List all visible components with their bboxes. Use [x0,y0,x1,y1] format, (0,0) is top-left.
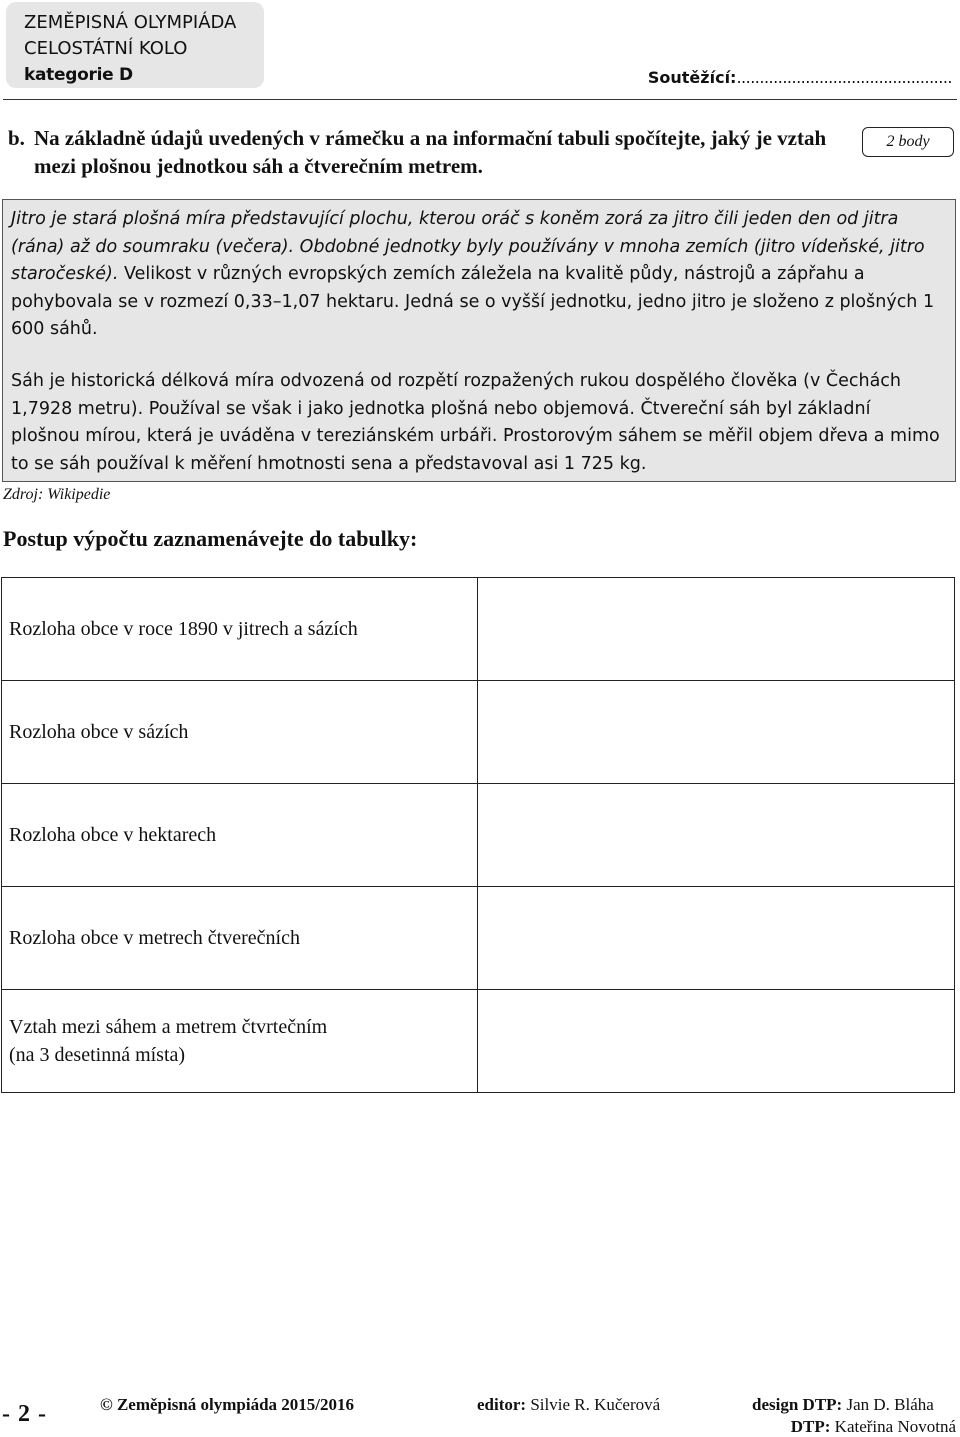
category-label: kategorie D [24,65,133,85]
table-instruction: Postup výpočtu zaznamenávejte do tabulky: [3,526,418,551]
info-paragraph-sah: Sáh je historická délková míra odvozená od rozpětí rozpažených rukou dospělého člověka (v Čechách 1,7928 metru). Používal se však i jako jednotka plošná nebo objemová. Čtvereční sáh byl základní plošnou mírou, která je uváděna v tereziánském urbáři. Prostorovým sáhem se měřil objem dřeva a mimo to se sáh používal k měření hmotnosti sena a představoval asi 1 725 kg. [11,371,940,474]
answer-cell[interactable] [478,990,955,1093]
row-label: Rozloha obce v roce 1890 v jitrech a sázích [2,578,478,681]
table-row [2,990,955,1093]
competition-header-box [6,2,264,88]
competitor-dots: ............................................... [736,68,952,87]
table-row [2,681,955,784]
source-note: Zdroj: Wikipedie [3,486,111,503]
editor-name: Silvie R. Kučerová [526,1395,661,1414]
competitor-label: Soutěžící: [647,68,737,87]
table-row [2,784,955,887]
row-label: Rozloha obce v metrech čtverečních [2,887,478,990]
info-jitro-italic: Jitro je stará plošná míra představující plochu, kterou oráč s koněm zorá za jitro čili jeden den od jitra (rána) až do soumraku (večera). Obdobné jednotky byly používány v mnoha zemích (jitro vídeňské, jitro staročeské). [11,209,925,284]
calculation-table [1,577,955,1093]
table-row [2,887,955,990]
table-row [2,578,955,681]
answer-cell[interactable] [478,887,955,990]
answer-cell[interactable] [478,578,955,681]
row-label: Rozloha obce v hektarech [2,784,478,887]
answer-cell[interactable] [478,681,955,784]
info-jitro-normal: Velikost v různých evropských zemích záležela na kvalitě půdy, nástrojů a zápřahu a pohybovala se v rozmezí 0,33–1,07 hektaru. Jedná se o vyšší jednotku, jedno jitro je složeno z plošných 1 600 sáhů. [11,264,935,339]
header-divider [3,99,957,100]
points-badge: 2 body [862,127,954,157]
dtp-credit [791,1417,956,1437]
design-label: design DTP: [752,1395,843,1414]
page-number: - 2 - [2,1401,47,1427]
competitor-field[interactable] [648,68,952,87]
design-name: Jan D. Bláha [842,1395,934,1414]
olympiad-title: ZEMĚPISNÁ OLYMPIÁDA [24,12,237,33]
task-letter: b. [8,126,25,150]
task-text: Na základně údajů uvedených v rámečku a na informační tabuli spočítejte, jaký je vztah mezi plošnou jednotkou sáh a čtverečním metrem. [34,126,827,178]
page-footer [0,1395,960,1435]
round-title: CELOSTÁTNÍ KOLO [24,38,188,59]
row-label [2,990,478,1093]
row-label-line2: (na 3 desetinná místa) [9,1044,186,1066]
dtp-label: DTP: [790,1417,831,1436]
copyright-note: © Zeměpisná olympiáda 2015/2016 [100,1395,355,1414]
design-credit [752,1395,934,1415]
row-label-line1: Vztah mezi sáhem a metrem čtvrtečním [9,1016,328,1038]
info-paragraph-jitro [11,206,941,344]
dtp-name: Kateřina Novotná [830,1417,956,1436]
info-box [2,199,956,482]
row-label: Rozloha obce v sázích [2,681,478,784]
answer-cell[interactable] [478,784,955,887]
editor-credit [477,1395,660,1415]
editor-label: editor: [477,1395,527,1414]
